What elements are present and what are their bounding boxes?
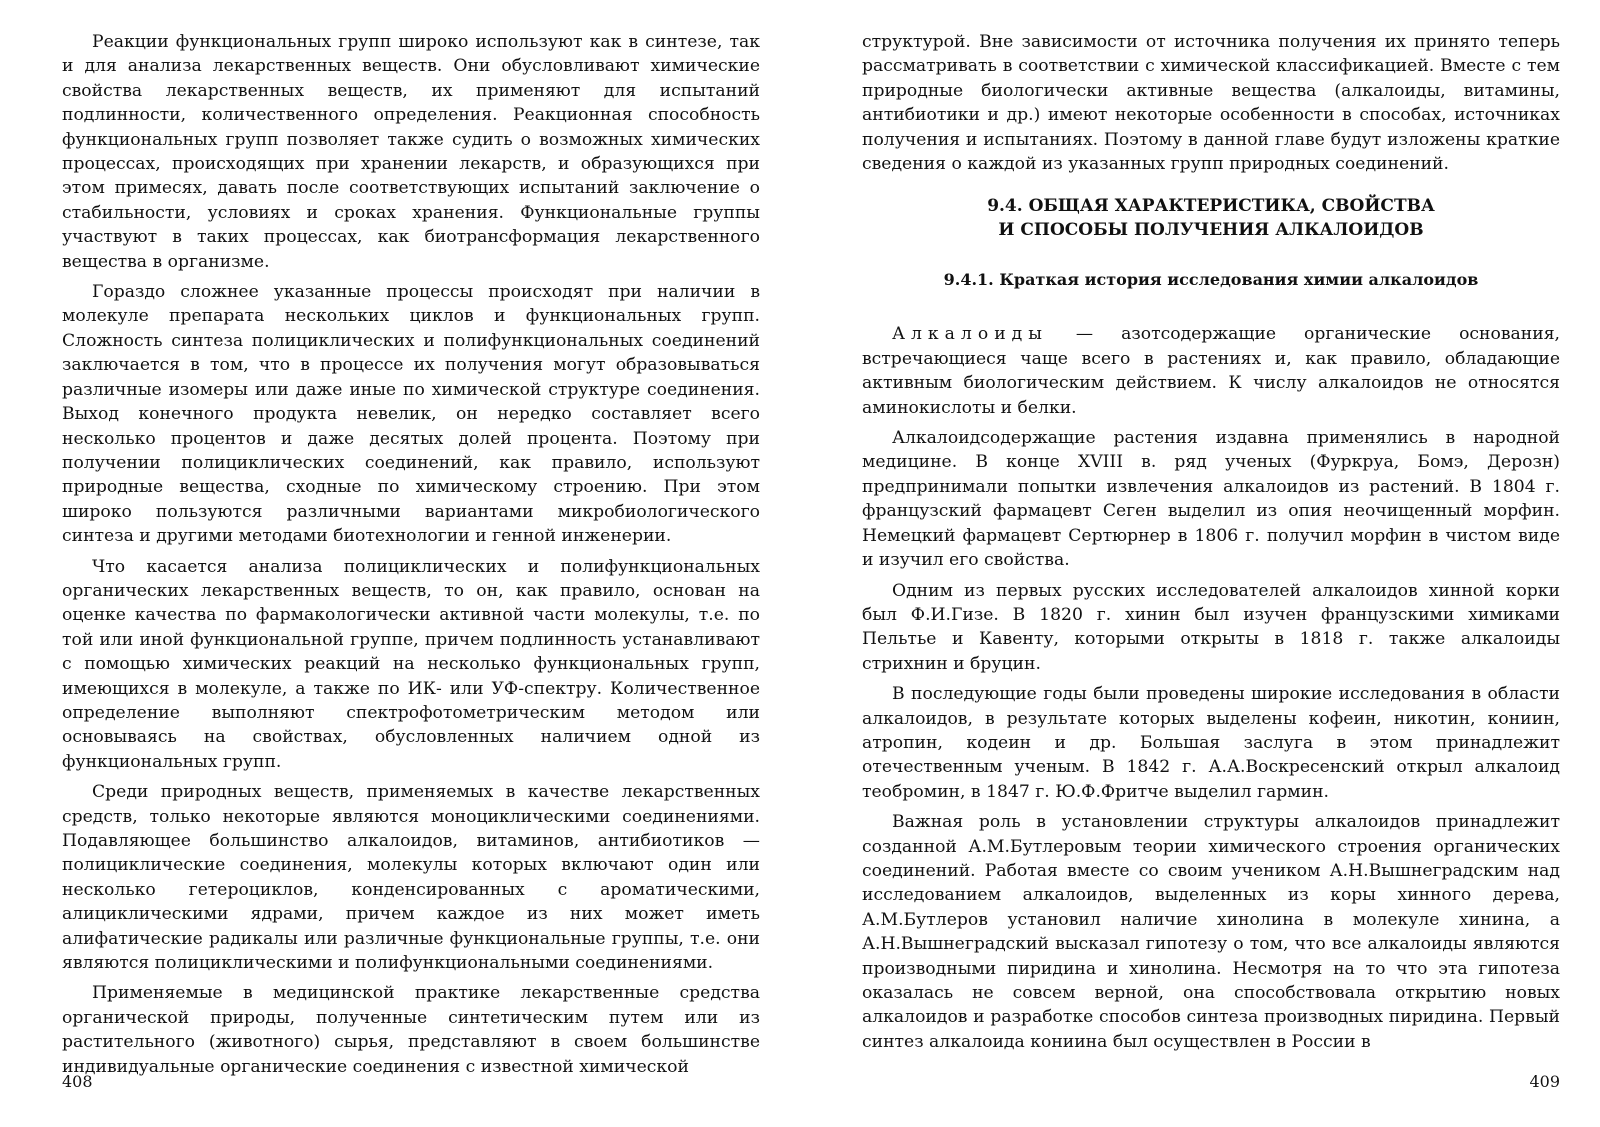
- paragraph: структурой. Вне зависимости от источника получения их принято теперь рассматривать в соответствии с химической классификацией. Вместе с тем природные биологически активные вещества (алкалоиды, витамины, антибиотики и др.) имеют некоторые особенности в способах, источниках получения и испытаниях. Поэтому в данной главе будут изложены краткие сведения о каждой из указанных групп природных соединений.: [862, 32, 1560, 175]
- section-heading: [862, 194, 1560, 242]
- definition-paragraph: [862, 322, 1560, 420]
- paragraph: Среди природных веществ, применяемых в качестве лекарственных средств, только некоторые являются моноциклическими соединениями. Подавляющее большинство алкалоидов, витаминов, антибиотиков — полициклические соединения, молекулы которых включают один или несколько гетероциклов, конденсированных с ароматическими, алициклическими ядрами, причем каждое из них может иметь алифатические радикалы или различные функциональные группы, т.е. они являются полициклическими и полифункциональными соединениями.: [62, 782, 760, 974]
- paragraph: Что касается анализа полициклических и полифункциональных органических лекарственных веществ, то он, как правило, основан на оценке качества по фармакологически активной части молекулы, т.е. по той или иной функциональной группе, причем подлинность устанавливают с помощью химических реакций на несколько функциональных групп, имеющихся в молекуле, а также по ИК- или УФ-спектру. Количественное определение выполняют спектрофотометрическим методом или основываясь на свойствах, обусловленных наличием одной из функциональных групп.: [62, 556, 760, 772]
- section-heading-line: И СПОСОБЫ ПОЛУЧЕНИЯ АЛКАЛОИДОВ: [998, 220, 1424, 241]
- page-number-left: 408: [62, 1072, 93, 1091]
- section-heading-line: 9.4. ОБЩАЯ ХАРАКТЕРИСТИКА, СВОЙСТВА: [987, 196, 1435, 217]
- definition-text: — азотсодержащие органические основания, встречающиеся чаще всего в растениях и, как правило, обладающие активным биологическим действием. К числу алкалоидов не относятся аминокислоты и белки.: [862, 324, 1560, 418]
- paragraph: Применяемые в медицинской практике лекарственные средства органической природы, полученные синтетическим путем или из растительного (животного) сырья, представляют в своем большинстве индивидуальные органические соединения с известной химической: [62, 983, 760, 1077]
- paragraph: Важная роль в установлении структуры алкалоидов принадлежит созданной А.М.Бутлеровым теории химического строения органических соединений. Работая вместе со своим учеником А.Н.Вышнеградским над исследованием алкалоидов, выделенных из коры хинного дерева, А.М.Бутлеров установил наличие хинолина в молекуле хинина, а А.Н.Вышнеградский высказал гипотезу о том, что все алкалоиды являются производными пиридина и хинолина. Несмотря на то что эта гипотеза оказалась не совсем верной, она способствовала открытию новых алкалоидов и разработке способов синтеза производных пиридина. Первый синтез алкалоида кониина был осуществлен в России в: [862, 812, 1560, 1052]
- left-page: [62, 30, 760, 1100]
- paragraph: Алкалоидсодержащие растения издавна применялись в народной медицине. В конце XVIII в. ряд ученых (Фуркруа, Бомэ, Дерозн) предпринимали попытки извлечения алкалоидов из растений. В 1804 г. французский фармацевт Сеген выделил из опия неочищенный морфин. Немецкий фармацевт Сертюрнер в 1806 г. получил морфин в чистом виде и изучил его свойства.: [862, 428, 1560, 571]
- paragraph: Гораздо сложнее указанные процессы происходят при наличии в молекуле препарата нескольких циклов и функциональных групп. Сложность синтеза полициклических и полифункциональных соединений заключается в том, что в процессе их получения могут образовываться различные изомеры или даже иные по химической структуре соединения. Выход конечного продукта невелик, он нередко составляет всего несколько процентов и даже десятых долей процента. Поэтому при получении полициклических соединений, как правило, используют природные вещества, сходные по химическому строению. При этом широко пользуются различными вариантами микробиологического синтеза и другими методами биотехнологии и генной инженерии.: [62, 282, 760, 547]
- page-number-right: 409: [1529, 1072, 1560, 1091]
- subsection-heading: 9.4.1. Краткая история исследования химии алкалоидов: [943, 270, 1479, 290]
- right-page: [862, 30, 1560, 1100]
- definition-term: Алкалоиды: [892, 324, 1048, 345]
- paragraph: Одним из первых русских исследователей алкалоидов хинной корки был Ф.И.Гизе. В 1820 г. хинин был изучен французскими химиками Пельтье и Кавенту, которыми открыты в 1818 г. также алкалоиды стрихнин и бруцин.: [862, 580, 1560, 674]
- paragraph: В последующие годы были проведены широкие исследования в области алкалоидов, в результате которых выделены кофеин, никотин, кониин, атропин, кодеин и др. Большая заслуга в этом принадлежит отечественным ученым. В 1842 г. А.А.Воскресенский открыл алкалоид теобромин, в 1847 г. Ю.Ф.Фритче выделил гармин.: [862, 684, 1560, 802]
- paragraph: Реакции функциональных групп широко используют как в синтезе, так и для анализа лекарственных веществ. Они обусловливают химические свойства лекарственных веществ, их применяют для испытаний подлинности, количественного определения. Реакционная способность функциональных групп позволяет также судить о возможных химических процессах, происходящих при хранении лекарств, и образующихся при этом примесях, давать после соответствующих испытаний заключение о стабильности, условиях и сроках хранения. Функциональные группы участвуют в таких процессах, как биотрансформация лекарственного вещества в организме.: [62, 32, 760, 272]
